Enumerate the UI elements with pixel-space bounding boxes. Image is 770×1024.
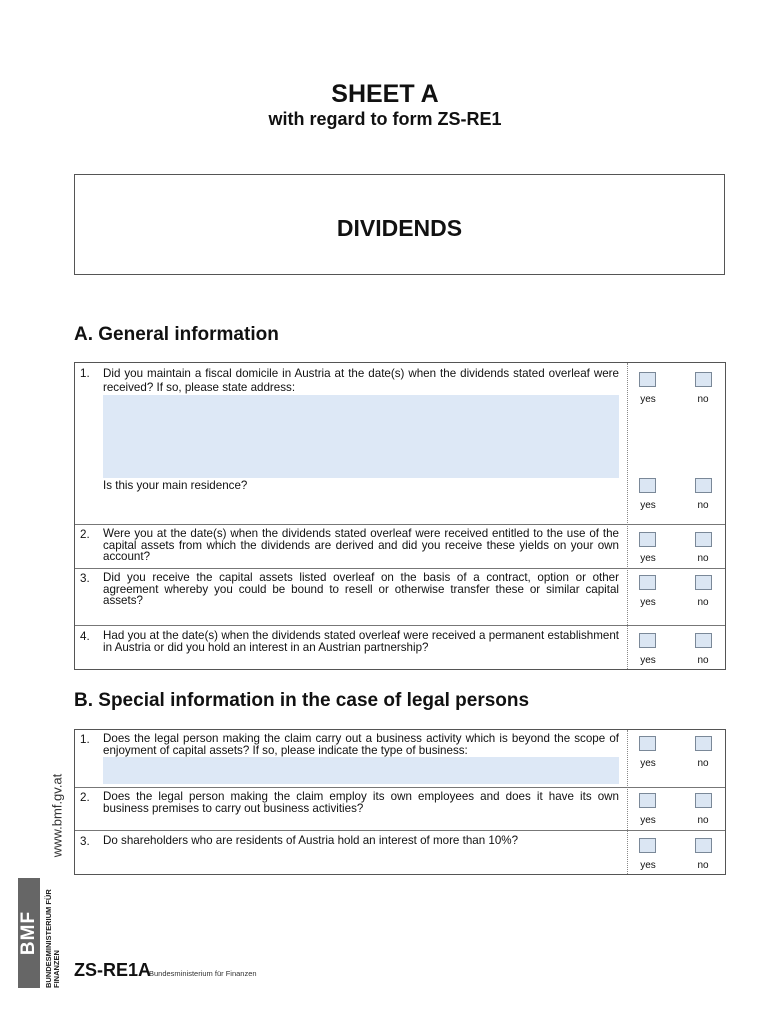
- question-number: 3.: [80, 835, 90, 848]
- ministry-footer: Bundesministerium für Finanzen: [149, 969, 257, 978]
- no-label: no: [697, 655, 709, 666]
- a2-no-checkbox[interactable]: [695, 532, 712, 547]
- column-divider: [627, 363, 628, 669]
- website-url: [14, 772, 114, 858]
- address-input[interactable]: [103, 395, 619, 478]
- a1-main-residence-yes-checkbox[interactable]: [639, 478, 656, 493]
- a1-yes-checkbox[interactable]: [639, 372, 656, 387]
- no-label: no: [697, 860, 709, 871]
- question-a2-text: Were you at the date(s) when the dividends stated overleaf were received entitled to the use of the capital assets from which the dividends are derived and did you receive these yields on your own account?: [103, 527, 619, 563]
- question-a4-text: Had you at the date(s) when the dividends stated overleaf were received a permanent establishment in Austria or did you hold an interest in an Austrian partnership?: [103, 629, 619, 654]
- a3-no-checkbox[interactable]: [695, 575, 712, 590]
- yes-label: yes: [640, 500, 656, 511]
- bmf-logo-text: BMF: [18, 910, 39, 956]
- a4-yes-checkbox[interactable]: [639, 633, 656, 648]
- yes-label: yes: [640, 758, 656, 769]
- question-a3-text: Did you receive the capital assets listed overleaf on the basis of a contract, option or other agreement whereby you could be bound to resell or otherwise transfer these or similar capital assets?: [103, 571, 619, 607]
- yes-label: yes: [640, 394, 656, 405]
- section-a-title: A. General information: [74, 324, 279, 345]
- question-number: 2.: [80, 528, 90, 541]
- a1-main-residence-no-checkbox[interactable]: [695, 478, 712, 493]
- dividends-title: DIVIDENDS: [336, 215, 463, 241]
- row-divider: [75, 830, 725, 831]
- question-b3-text: Do shareholders who are residents of Austria hold an interest of more than 10%?: [103, 834, 519, 847]
- sheet-subtitle: with regard to form ZS-RE1: [268, 109, 502, 129]
- yes-label: yes: [640, 815, 656, 826]
- dividends-banner: [74, 174, 725, 275]
- question-number: 1.: [80, 367, 90, 380]
- question-number: 1.: [80, 733, 90, 746]
- form-code: ZS-RE1A: [74, 960, 152, 980]
- section-b-title: B. Special information in the case of legal persons: [74, 690, 530, 711]
- website-url-text: www.bmf.gv.at: [49, 773, 65, 858]
- row-divider: [75, 524, 725, 525]
- b1-no-checkbox[interactable]: [695, 736, 712, 751]
- a2-yes-checkbox[interactable]: [639, 532, 656, 547]
- yes-label: yes: [640, 597, 656, 608]
- bmf-logo: [18, 878, 40, 988]
- a4-no-checkbox[interactable]: [695, 633, 712, 648]
- b2-no-checkbox[interactable]: [695, 793, 712, 808]
- b1-yes-checkbox[interactable]: [639, 736, 656, 751]
- question-number: 3.: [80, 572, 90, 585]
- row-divider: [75, 568, 725, 569]
- no-label: no: [697, 815, 709, 826]
- no-label: no: [697, 394, 709, 405]
- no-label: no: [697, 500, 709, 511]
- column-divider: [627, 730, 628, 874]
- no-label: no: [697, 553, 709, 564]
- b3-yes-checkbox[interactable]: [639, 838, 656, 853]
- yes-label: yes: [640, 860, 656, 871]
- b3-no-checkbox[interactable]: [695, 838, 712, 853]
- question-a1-text: Did you maintain a fiscal domicile in Austria at the date(s) when the dividends stated overleaf were received? If so, please state address:: [103, 367, 619, 394]
- row-divider: [75, 787, 725, 788]
- question-number: 4.: [80, 630, 90, 643]
- a1-no-checkbox[interactable]: [695, 372, 712, 387]
- no-label: no: [697, 758, 709, 769]
- question-a1-subtext: Is this your main residence?: [103, 479, 248, 492]
- ministry-vertical-text: BUNDESMINISTERIUM FÜR FINANZEN: [44, 889, 61, 988]
- question-b2-text: Does the legal person making the claim employ its own employees and does it have its own business premises to carry out business activities?: [103, 790, 619, 815]
- b2-yes-checkbox[interactable]: [639, 793, 656, 808]
- no-label: no: [697, 597, 709, 608]
- yes-label: yes: [640, 553, 656, 564]
- business-type-input[interactable]: [103, 757, 619, 784]
- ministry-vertical-label: [40, 878, 66, 988]
- question-b1-text: Does the legal person making the claim carry out a business activity which is beyond the scope of enjoyment of capital assets? If so, please indicate the type of business:: [103, 732, 619, 757]
- sheet-title: SHEET A: [331, 80, 439, 108]
- row-divider: [75, 625, 725, 626]
- a3-yes-checkbox[interactable]: [639, 575, 656, 590]
- question-number: 2.: [80, 791, 90, 804]
- yes-label: yes: [640, 655, 656, 666]
